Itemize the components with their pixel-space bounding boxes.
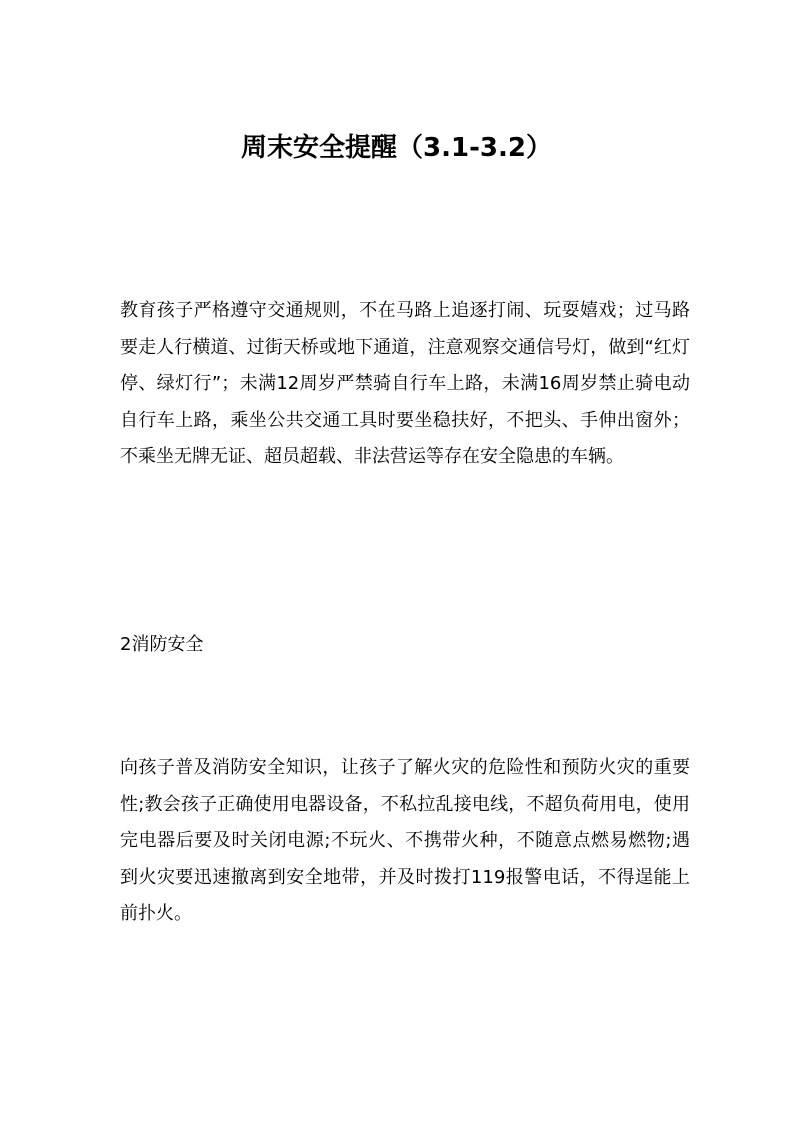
fire-safety-heading: 2消防安全: [120, 634, 204, 655]
fire-safety-paragraph: 向孩子普及消防安全知识，让孩子了解火灾的危险性和预防火灾的重要性;教会孩子正确使用电器设备，不私拉乱接电线，不超负荷用电，使用完电器后要及时关闭电源;不玩火、不携带火种，不随意点燃易燃物;遇到火灾要迅速撤离到安全地带，并及时拨打119报警电话，不得逞能上前扑火。: [120, 757, 690, 924]
traffic-safety-paragraph: 教育孩子严格遵守交通规则，不在马路上追逐打闹、玩耍嬉戏；过马路要走人行横道、过街天桥或地下通道，注意观察交通信号灯，做到“红灯停、绿灯行”；未满12周岁严禁骑自行车上路，未满16周岁禁止骑电动自行车上路，乘坐公共交通工具时要坐稳扶好，不把头、手伸出窗外；不乘坐无牌无证、超员超载、非法营运等存在安全隐患的车辆。: [120, 300, 690, 467]
document-title: 周末安全提醒（3.1-3.2）: [241, 133, 552, 163]
